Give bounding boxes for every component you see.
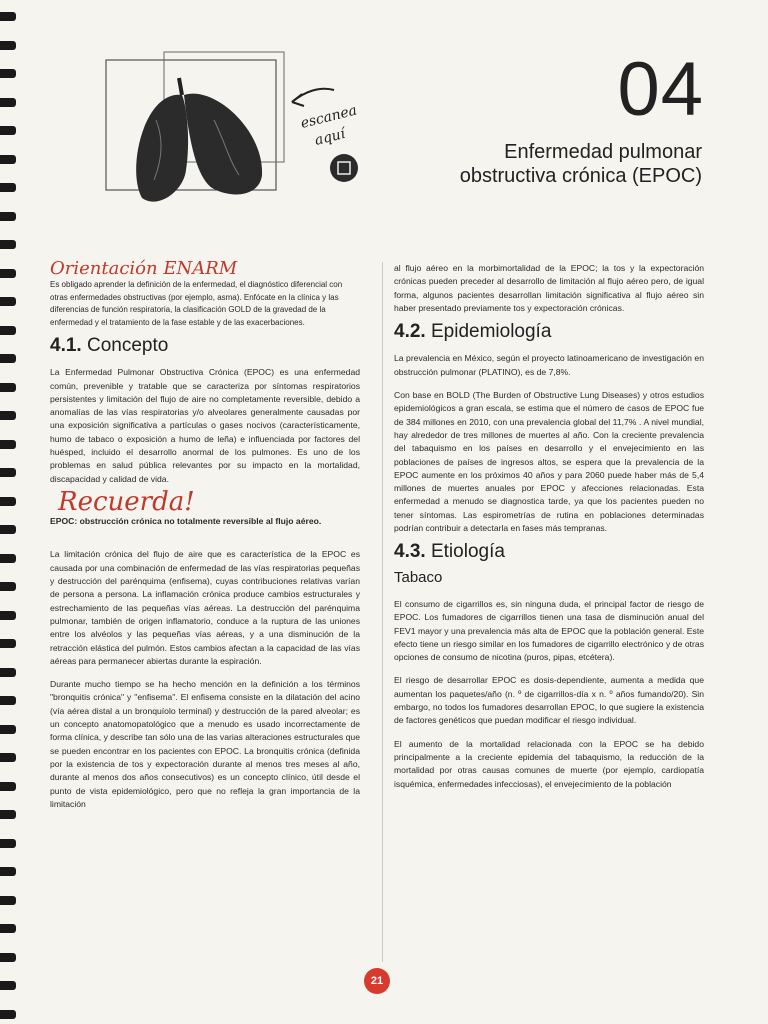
section-41-p1: La Enfermedad Pulmonar Obstructiva Crónica (EPOC) es una enfermedad común, prevenible y tratable que se caracteriza por síntomas respiratorios persistentes y limitación del flujo de aire no completamente reversible, debido a anomalías de las vías respiratorias y/o alveolares generalmente causadas por una exposición significativa a partículas o gases nocivos (característicamente, humo de tabaco o exposición a humo de leña) e influenciada por factores del huésped, incluido el desarrollo anormal de los pulmones. Es uno de los problemas en salud pública relevantes por su impacto en la mortalidad, discapacidad y calidad de vida. — [50, 367, 360, 484]
binding-ring — [0, 981, 16, 990]
trachea — [179, 78, 182, 95]
lungs-illustration — [104, 50, 384, 225]
qr-badge-icon — [330, 154, 358, 182]
right-col-continuation: al flujo aéreo en la morbimortalidad de la EPOC; la tos y la expectoración crónicas pueden preceder al desarrollo de limitación al flujo aéreo pero, de igual forma, algunos pacientes desarrollan limitación significativa al flujo aéreo sin haber presentado previamente tos y expectoración crónicas. — [394, 263, 704, 313]
section-41-p3: Durante mucho tiempo se ha hecho mención en la definición a los términos "bronquitis crónica" y "enfisema". El enfisema consiste en la dilatación del acino (vía aérea distal a un bronquíolo terminal) y destrucción de la pared alveolar; es un concepto anatomopatológico que a menudo es usado incorrectamente de forma clínica, y describe tan sólo una de las varias alteraciones estructurales que se pueden encontrar en los pacientes con EPOC. La bronquitis crónica (definida por la existencia de tos y expectoración durante al menos tres meses al año, durante al menos dos años consecutivos) es un concepto clínico, útil desde el punto de vista epidemiológico, pero que no refleja la gran importancia de la limitación — [50, 679, 360, 809]
binding-ring — [0, 1010, 16, 1019]
column-divider — [382, 262, 383, 962]
binding-ring — [0, 668, 16, 677]
section-43-heading: 4.3. Etiología — [394, 541, 505, 563]
binding-ring — [0, 525, 16, 534]
recuerda-box — [50, 486, 360, 529]
binding-ring — [0, 896, 16, 905]
binding-ring — [0, 126, 16, 135]
binding-ring — [0, 69, 16, 78]
binding-ring — [0, 383, 16, 392]
section-42-p2: Con base en BOLD (The Burden of Obstructive Lung Diseases) y otros estudios epidemiológicos a gran escala, se estima que el número de casos de EPOC fue de 384 millones en 2010, con una prevalencia global del 11,7% . A nivel mundial, hay alrededor de tres millones de muertes al año. Con la creciente prevalencia del tabaquismo en los países en desarrollo y el envejecimiento en las poblaciones de países de ingresos altos, se espera que la prevalencia de la EPOC aumente en los próximos 40 años y para 2060 puede haber más de 5,4 millones de muertes anuales por EPOC y afecciones relacionadas. Esta enfermedad a menudo se diagnostica tarde, ya que los pacientes pueden no tener síntomas. Las espirometrías de rutina en poblaciones determinadas podrían contribuir a detectarla en fases más tempranas. — [394, 390, 704, 534]
binding-ring — [0, 810, 16, 819]
scan-text-2: aquí — [313, 125, 347, 149]
right-column — [394, 262, 704, 801]
binding-ring — [0, 497, 16, 506]
chapter-number: 04 — [617, 47, 704, 132]
scan-text-1: escanea — [299, 102, 359, 132]
binding-ring — [0, 98, 16, 107]
spiral-binding — [0, 0, 22, 1024]
orientacion-title: Orientación ENARM — [50, 258, 238, 279]
section-42-p1: La prevalencia en México, según el proyecto latinoamericano de investigación en obstrucción pulmonar (PLATINO), es de 7,8%. — [394, 353, 704, 377]
binding-ring — [0, 12, 16, 21]
binding-ring — [0, 611, 16, 620]
binding-ring — [0, 354, 16, 363]
binding-ring — [0, 212, 16, 221]
binding-ring — [0, 440, 16, 449]
recuerda-title: Recuerda! — [58, 486, 195, 517]
recuerda-text: EPOC: obstrucción crónica no totalmente reversible al flujo aéreo. — [50, 516, 322, 527]
chapter-title-line1: Enfermedad pulmonar — [504, 141, 702, 163]
binding-ring — [0, 782, 16, 791]
orientacion-text: Es obligado aprender la definición de la enfermedad, el diagnóstico diferencial con otras enfermedades obstructivas (por ejemplo, asma). Enfócate en la clínica y las diferencias de función respiratoria, la clasificación GOLD de la gravedad de la enfermedad y el tratamiento de la fase estable y de las exacerbaciones. — [50, 280, 343, 327]
binding-ring — [0, 639, 16, 648]
left-lung — [136, 95, 188, 202]
section-43-subtitle: Tabaco — [394, 568, 443, 586]
binding-ring — [0, 867, 16, 876]
binding-ring — [0, 924, 16, 933]
binding-ring — [0, 725, 16, 734]
binding-ring — [0, 41, 16, 50]
binding-ring — [0, 468, 16, 477]
binding-ring — [0, 753, 16, 762]
section-41-p2: La limitación crónica del flujo de aire que es característica de la EPOC es causada por una combinación de enfermedad de las vías respiratorias pequeñas y destrucción del parénquima (enfisema), cuyas contribuciones relativas varían de persona a persona. La inflamación crónica produce cambios estructurales y estrechamiento de las pequeñas vías aéreas. La destrucción del parénquima pulmonar, también de origen inflamatorio, conduce a la ruptura de las uniones entre los alvéolos y las pequeñas vías aéreas, y a una disminución de la retracción elástica del pulmón. Estos cambios afectan a la capacidad de las vías aéreas para permanecer abiertas durante la espiración. — [50, 549, 360, 666]
right-lung — [184, 94, 262, 195]
page-number-badge: 21 — [364, 968, 390, 994]
binding-ring — [0, 953, 16, 962]
section-43-p1: El consumo de cigarrillos es, sin ninguna duda, el principal factor de riesgo de EPOC. Los fumadores de cigarrillos tienen una tasa de disminución anual del FEV1 mayor y una prevalencia más alta de EPOC que la población general. Este efecto tiene un riesgo similar en los fumadores de cigarrillo electrónico y de otras opciones de consumo de nicotina (puros, pipas, etcétera). — [394, 598, 704, 663]
binding-ring — [0, 554, 16, 563]
binding-ring — [0, 582, 16, 591]
left-column — [50, 258, 360, 821]
binding-ring — [0, 297, 16, 306]
chapter-title — [442, 140, 702, 188]
chapter-title-line2: obstructiva crónica (EPOC) — [459, 165, 702, 187]
section-41-heading: 4.1. Concepto — [50, 334, 169, 356]
binding-ring — [0, 269, 16, 278]
binding-ring — [0, 240, 16, 249]
section-42-heading: 4.2. Epidemiología — [394, 321, 552, 343]
section-43-p2: El riesgo de desarrollar EPOC es dosis-dependiente, aumenta a medida que aumentan los paquetes/año (n. º de cigarrillos-día x n. º años fumando/20). Sin embargo, no todos los fumadores desarrollan EPOC, lo que sugiere la existencia de factores genéticos que puedan modificar el riesgo individual. — [394, 675, 704, 726]
binding-ring — [0, 183, 16, 192]
binding-ring — [0, 155, 16, 164]
binding-ring — [0, 839, 16, 848]
binding-ring — [0, 411, 16, 420]
section-43-p3: El aumento de la mortalidad relacionada con la EPOC se ha debido principalmente a la creciente epidemia del tabaquismo, la reducción de la mortalidad por otras causas comunes de muerte (por ejemplo, cardiopatía isquémica, enfermedades infecciosas), el envejecimiento de la población — [394, 738, 704, 789]
scan-arrow — [292, 89, 334, 102]
binding-ring — [0, 696, 16, 705]
binding-ring — [0, 326, 16, 335]
